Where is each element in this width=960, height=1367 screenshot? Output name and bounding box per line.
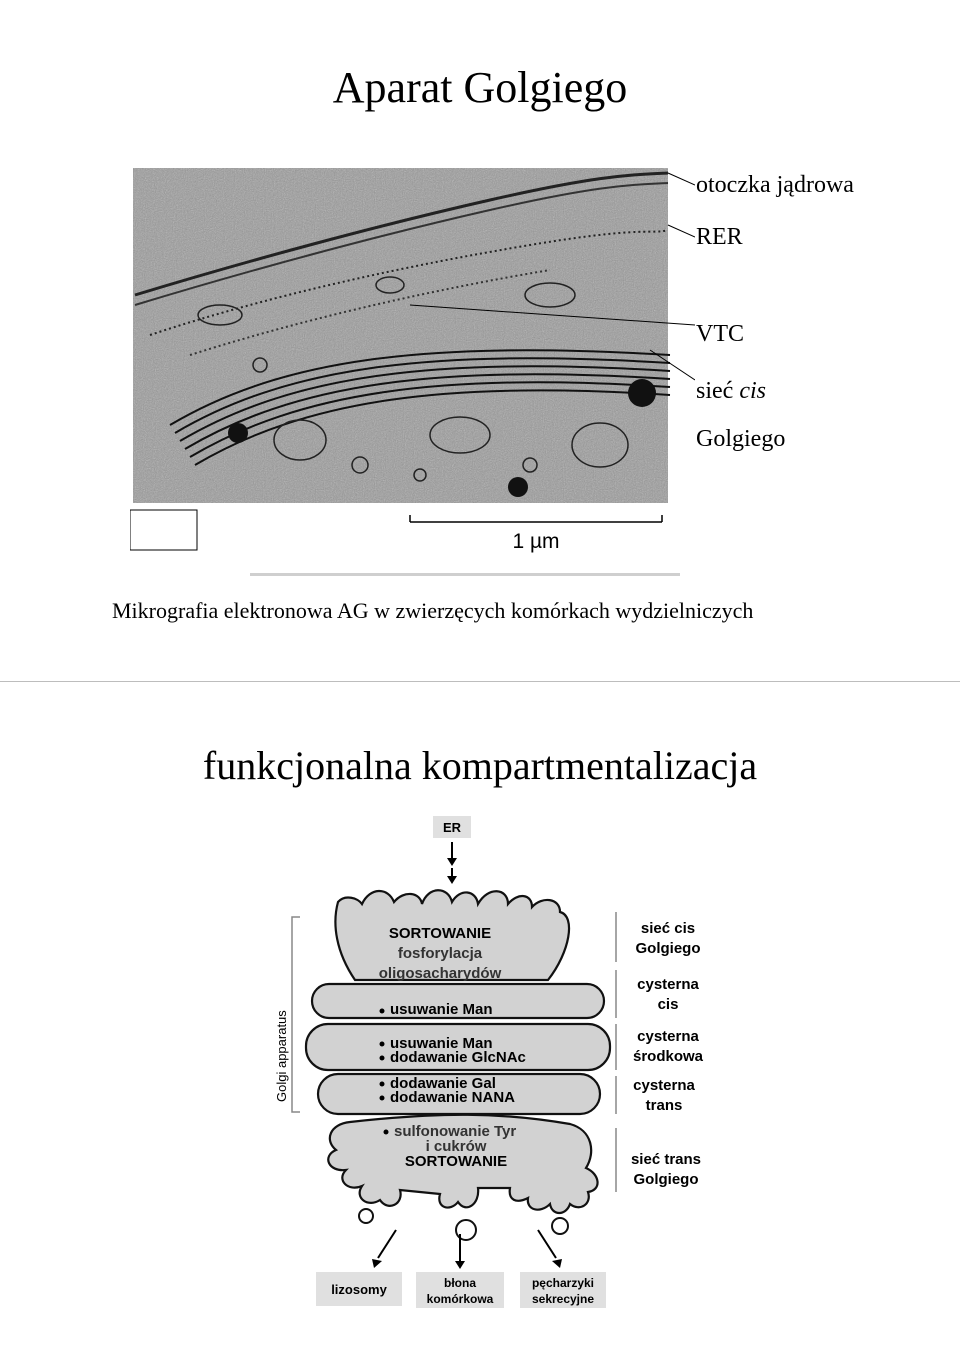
c3-bullet-2 xyxy=(380,1056,385,1061)
c4-bullet-2 xyxy=(380,1096,385,1101)
scale-bar-label: 1 µm xyxy=(512,530,560,553)
golgi-apparatus-label: Golgi apparatus xyxy=(274,1010,289,1102)
c5-line1: sulfonowanie Tyr xyxy=(394,1123,517,1140)
golgi-bracket xyxy=(292,917,300,1112)
rl-medial-cisterna-1: cysterna xyxy=(637,1028,699,1045)
c3-line1: usuwanie Man xyxy=(390,1035,493,1052)
c1-phosphorylation: fosforylacja xyxy=(397,945,483,962)
inset-box xyxy=(130,510,197,550)
page-title: Aparat Golgiego xyxy=(332,63,628,112)
c1-sorting: SORTOWANIE xyxy=(388,925,492,942)
output-arrowheads xyxy=(372,1259,562,1269)
c3-line2: dodawanie GlcNAc xyxy=(390,1049,526,1066)
golgi-compartment-diagram xyxy=(270,812,720,1312)
label-cis-italic: cis xyxy=(739,378,766,404)
c3-bullet-1 xyxy=(380,1042,385,1047)
slide2-title: funkcjonalna kompartmentalizacja xyxy=(202,743,758,788)
er-arrowhead-1 xyxy=(447,858,457,866)
trans-vesicles xyxy=(359,1209,568,1240)
output-membrane-1: błona xyxy=(444,1276,476,1290)
micrograph-grain xyxy=(133,168,668,503)
label-rer: RER xyxy=(696,224,743,250)
c4-bullet-1 xyxy=(380,1082,385,1087)
micrograph-caption: Mikrografia elektronowa AG w zwierzęcych komórkach wydzielniczych xyxy=(112,598,754,623)
c1-oligosaccharides: oligosacharydów xyxy=(378,965,502,982)
rl-cis-network-1: sieć cis xyxy=(640,920,696,937)
c5-sorting: SORTOWANIE xyxy=(404,1153,508,1170)
c5-bullet xyxy=(384,1130,389,1135)
electron-micrograph xyxy=(130,165,695,580)
er-arrowhead-2 xyxy=(447,876,457,884)
c2-bullet xyxy=(380,1009,385,1014)
output-lysosomes: lizosomy xyxy=(331,1282,387,1297)
rl-cis-cisterna-1: cysterna xyxy=(637,976,699,993)
output-secretory-1: pęcharzyki xyxy=(531,1276,595,1290)
label-vtc: VTC xyxy=(696,321,744,347)
rl-cis-cisterna-2: cis xyxy=(657,996,679,1013)
rl-medial-cisterna-2: środkowa xyxy=(632,1048,704,1065)
c4-line1: dodawanie Gal xyxy=(390,1075,496,1092)
output-membrane-2: komórkowa xyxy=(426,1292,494,1306)
label-cis-network xyxy=(696,378,766,405)
rl-trans-cisterna-2: trans xyxy=(645,1097,683,1114)
c4-line2: dodawanie NANA xyxy=(390,1089,516,1106)
scale-bar xyxy=(410,515,662,522)
rl-cis-network-2: Golgiego xyxy=(635,940,701,957)
micrograph-bottom-edge xyxy=(250,573,680,576)
label-golgi: Golgiego xyxy=(696,426,786,452)
label-cis-prefix: sieć xyxy=(696,378,734,404)
er-label: ER xyxy=(442,820,462,835)
slide-divider xyxy=(0,681,960,682)
label-nuclear-envelope: otoczka jądrowa xyxy=(696,172,854,198)
output-secretory-2: sekrecyjne xyxy=(531,1292,595,1306)
c2-line1: usuwanie Man xyxy=(390,1001,493,1018)
c5-line2: i cukrów xyxy=(425,1138,487,1155)
rl-trans-network-2: Golgiego xyxy=(633,1171,699,1188)
rl-trans-network-1: sieć trans xyxy=(630,1151,702,1168)
rl-trans-cisterna-1: cysterna xyxy=(633,1077,695,1094)
